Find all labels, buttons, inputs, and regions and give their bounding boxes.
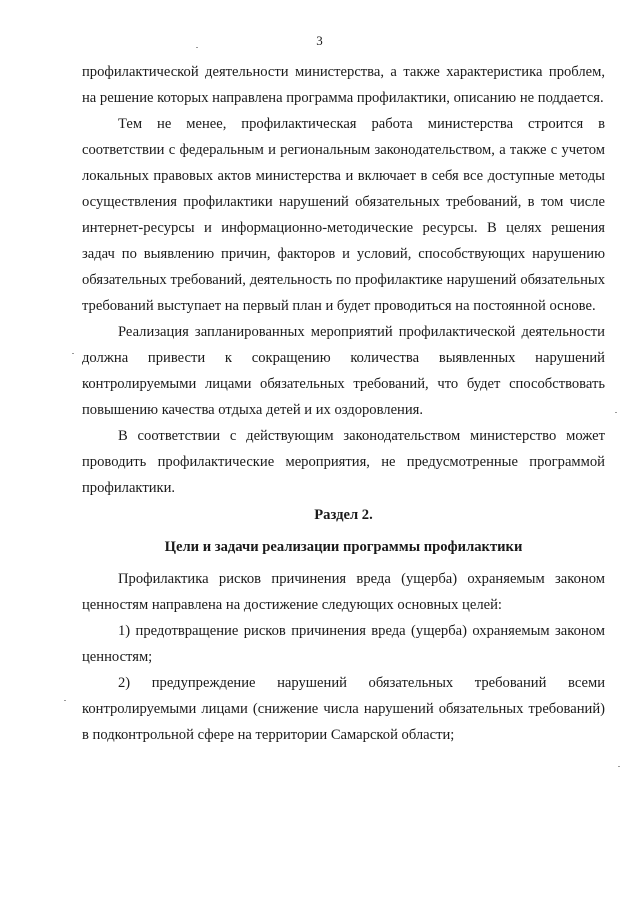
goal-item-1: 1) предотвращение рисков причинения вреда (ущерба) охраняемым законом ценностям;	[82, 623, 605, 665]
section-title: Цели и задачи реализации программы профилактики	[164, 539, 523, 555]
document-body	[82, 59, 605, 748]
paragraph-1: профилактической деятельности министерства, а также характеристика проблем, на решение которых направлена программа профилактики, описанию не поддается.	[82, 64, 605, 106]
scan-speck	[618, 766, 620, 767]
goal-item-2: 2) предупреждение нарушений обязательных требований всеми контролируемыми лицами (снижение числа нарушений обязательных требований) в подконтрольной сфере на территории Самарской области;	[82, 675, 605, 743]
scan-speck	[72, 353, 74, 354]
section-heading: Раздел 2.	[314, 507, 373, 523]
scan-speck	[64, 700, 66, 701]
paragraph-3: Реализация запланированных мероприятий профилактической деятельности должна привести к сокращению количества выявленных нарушений контролируемыми лицами обязательных требований, что будет способствовать повышению качества отдыха детей и их оздоровления.	[82, 324, 605, 418]
page-number: 3	[316, 33, 323, 48]
paragraph-4: В соответствии с действующим законодательством министерство может проводить профилактические мероприятия, не предусмотренные программой профилактики.	[82, 428, 605, 496]
scan-speck	[196, 47, 198, 48]
paragraph-2: Тем не менее, профилактическая работа министерства строится в соответствии с федеральным и региональным законодательством, а также с учетом локальных правовых актов министерства и включает в себя все доступные методы осуществления профилактики нарушений обязательных требований, в том числе интернет-ресурсы и информационно-методические ресурсы. В целях решения задач по выявлению причин, факторов и условий, способствующих нарушению обязательных требований, деятельность по профилактике нарушений обязательных требований выступает на первый план и будет проводиться на постоянной основе.	[82, 116, 605, 314]
section-paragraph-1: Профилактика рисков причинения вреда (ущерба) охраняемым законом ценностям направлена на достижение следующих основных целей:	[82, 571, 605, 613]
scan-speck	[615, 412, 617, 413]
